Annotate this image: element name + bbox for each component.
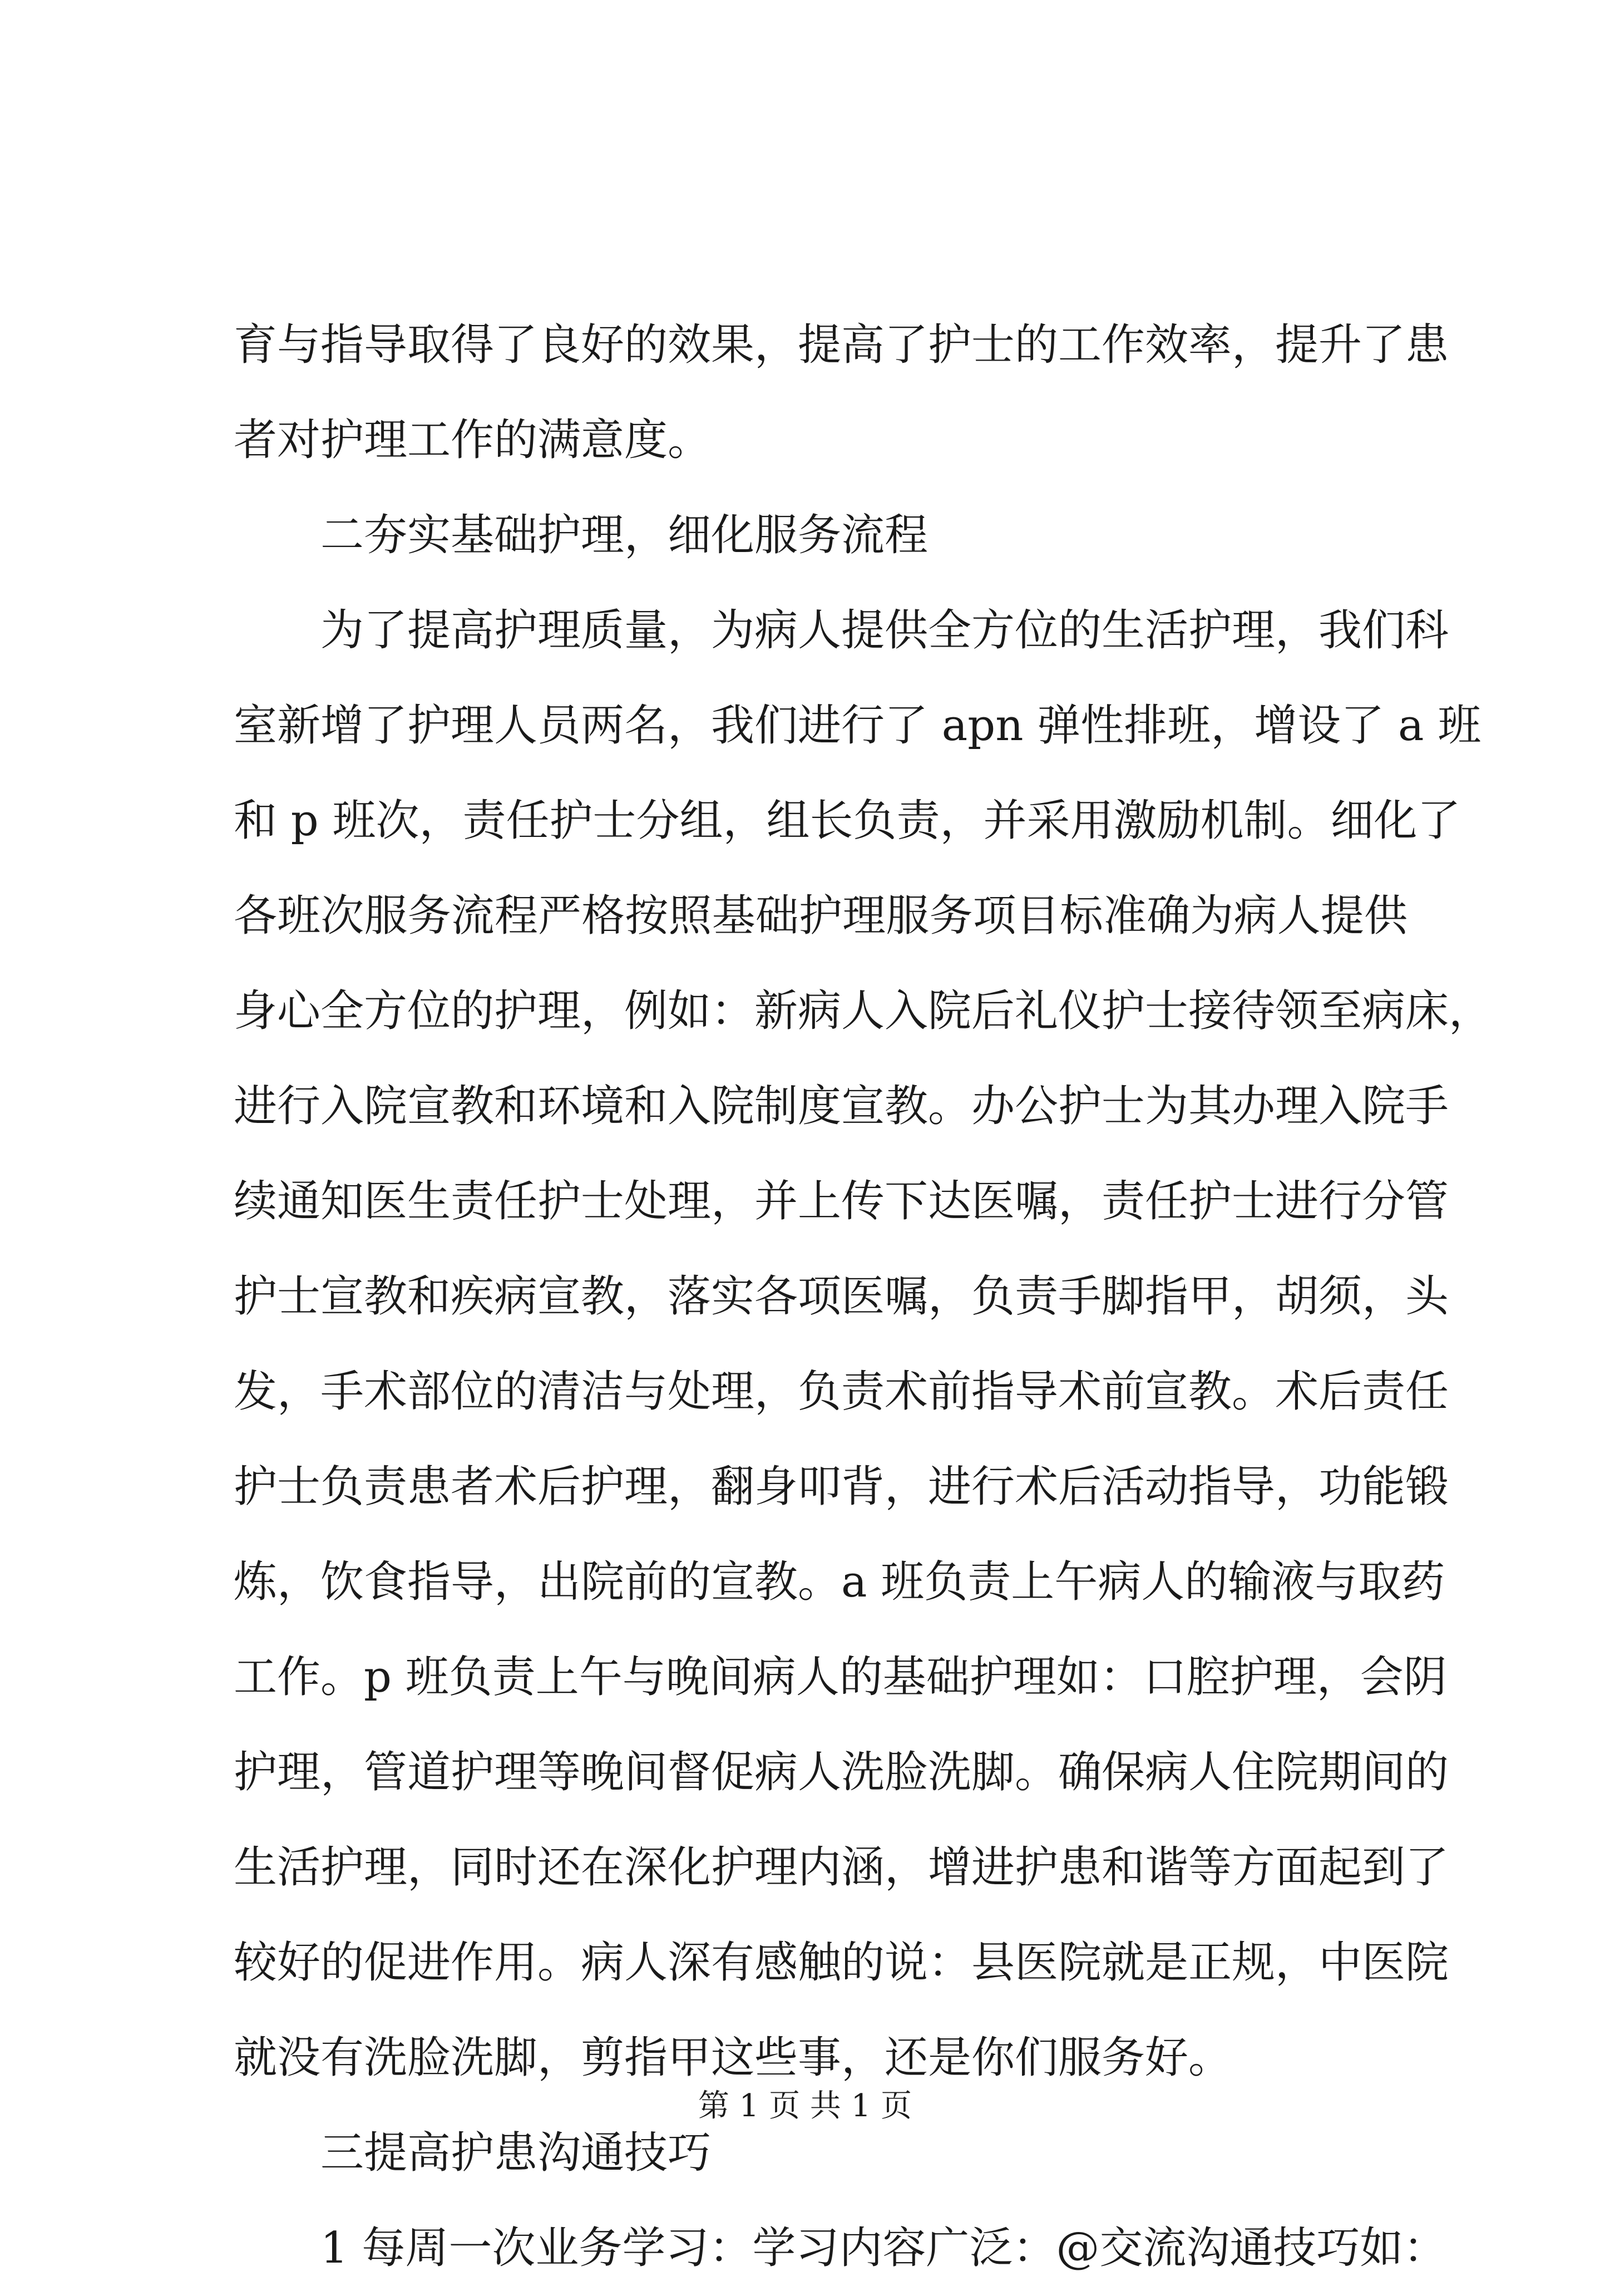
- paragraph-line: 生活护理，同时还在深化护理内涵，增进护患和谐等方面起到了: [234, 1842, 1449, 1893]
- paragraph-line: 1 每周一次业务学习：学习内容广泛：@交流沟通技巧如：: [320, 2223, 1447, 2273]
- page-number-footer: 第 1 页 共 1 页: [698, 2088, 912, 2124]
- paragraph-line: 炼，饮食指导，出院前的宣教。a 班负责上午病人的输液与取药: [234, 1557, 1445, 1607]
- document-body: [234, 298, 1493, 2296]
- paragraph-line: 护理，管道护理等晚间督促病人洗脸洗脚。确保病人住院期间的: [234, 1747, 1449, 1797]
- paragraph-line: 较好的促进作用。病人深有感触的说：县医院就是正规，中医院: [234, 1938, 1449, 1988]
- paragraph-line: 续通知医生责任护士处理，并上传下达医嘱，责任护士进行分管: [234, 1176, 1449, 1226]
- paragraph-line: 各班次服务流程严格按照基础护理服务项目标准确为病人提供: [234, 891, 1407, 941]
- section-heading: 三提高护患沟通技巧: [320, 2128, 712, 2178]
- section-heading: 二夯实基础护理，细化服务流程: [320, 510, 929, 560]
- paragraph-line: 工作。p 班负责上午与晚间病人的基础护理如：口腔护理，会阴: [234, 1652, 1447, 1702]
- paragraph-line: 护士负责患者术后护理，翻身叩背，进行术后活动指导，功能锻: [234, 1462, 1449, 1512]
- paragraph-line: 室新增了护理人员两名，我们进行了 apn 弹性排班，增设了 a 班: [234, 701, 1481, 751]
- paragraph-line: 育与指导取得了良好的效果，提高了护士的工作效率，提升了患: [234, 320, 1449, 370]
- paragraph-line: 就没有洗脸洗脚，剪指甲这些事，还是你们服务好。: [234, 2033, 1232, 2083]
- paragraph-line: 为了提高护理质量，为病人提供全方位的生活护理，我们科: [320, 605, 1449, 656]
- paragraph-line: 发，手术部位的清洁与处理，负责术前指导术前宣教。术后责任: [234, 1367, 1449, 1417]
- paragraph-line: 和 p 班次，责任护士分组，组长负责，并采用激励机制。细化了: [234, 796, 1461, 846]
- paragraph-line: 进行入院宣教和环境和入院制度宣教。办公护士为其办理入院手: [234, 1081, 1449, 1131]
- paragraph-line: 者对护理工作的满意度。: [234, 415, 712, 465]
- paragraph-line: 身心全方位的护理，例如：新病人入院后礼仪护士接待领至病床，: [234, 986, 1493, 1036]
- paragraph-line: 护士宣教和疾病宣教，落实各项医嘱，负责手脚指甲，胡须，头: [234, 1272, 1449, 1322]
